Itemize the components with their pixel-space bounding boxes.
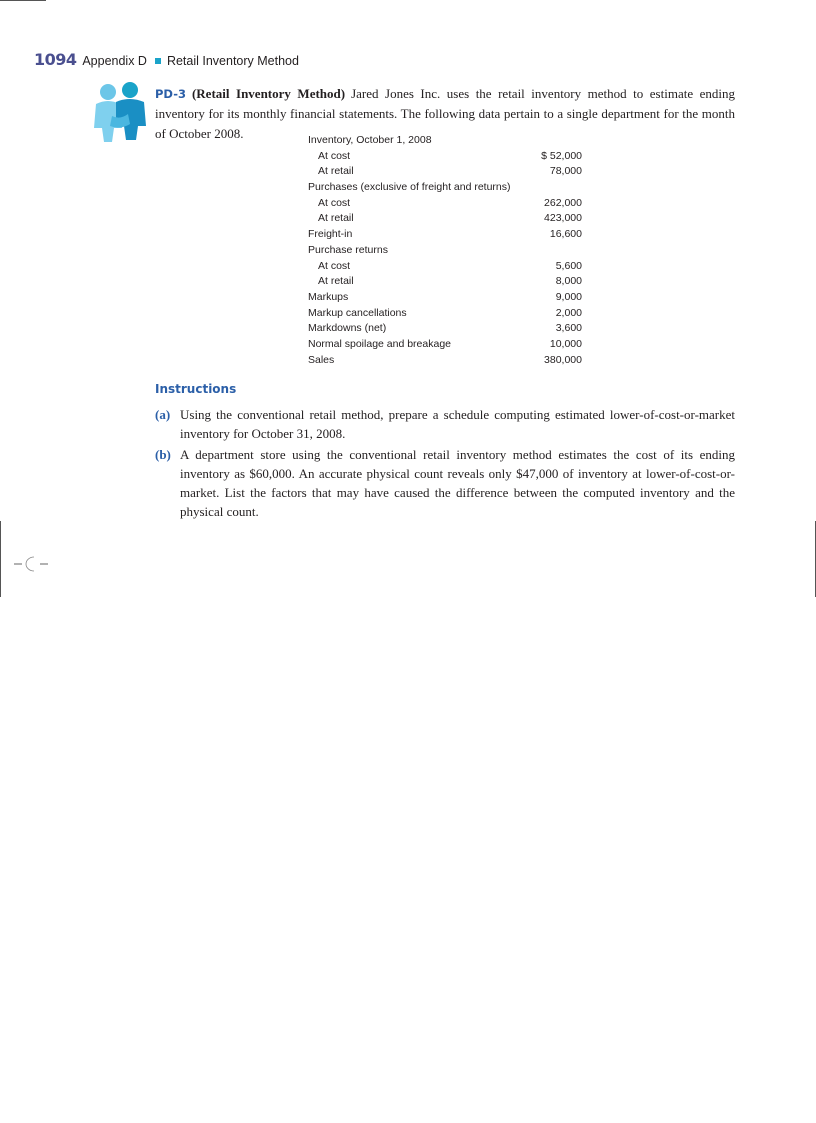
problem-text: Jared Jones Inc. uses the retail inventory method to estimate ending inventory for its monthly financial statements. The following data pertain to a single department for the month of October 2008. — [155, 86, 735, 141]
row-value: 2,000 — [555, 306, 582, 319]
crop-mark-top — [0, 0, 46, 1]
row-label: Purchases (exclusive of freight and returns) — [308, 181, 511, 194]
row-label: Purchase returns — [308, 243, 388, 256]
table-row — [308, 227, 582, 243]
row-value: 9,000 — [555, 290, 582, 303]
row-label: At cost — [318, 259, 351, 272]
table-row — [308, 337, 582, 353]
instructions-heading: Instructions — [155, 382, 237, 396]
table-row — [308, 259, 582, 275]
row-label: Markdowns (net) — [308, 322, 387, 335]
crop-mark-left — [0, 521, 1, 597]
table-row — [308, 196, 582, 212]
table-row — [308, 243, 582, 259]
data-table — [308, 133, 582, 368]
row-label: At retail — [318, 275, 354, 288]
row-label: Markups — [308, 290, 349, 303]
row-value: 380,000 — [544, 353, 582, 366]
row-value: 423,000 — [544, 212, 582, 225]
row-label: At cost — [318, 196, 351, 209]
row-label: At retail — [318, 165, 354, 178]
problem-id: PD-3 — [155, 87, 186, 101]
people-icon — [92, 80, 148, 146]
table-row — [308, 274, 582, 290]
row-value: $ 52,000 — [541, 149, 582, 162]
row-value: 8,000 — [555, 275, 582, 288]
table-row — [308, 353, 582, 369]
appendix-label: Appendix D — [82, 54, 147, 68]
row-value: 16,600 — [549, 228, 582, 241]
instruction-marker: (b) — [155, 447, 171, 462]
problem-title: (Retail Inventory Method) — [191, 86, 346, 101]
instruction-text: Using the conventional retail method, prepare a schedule computing estimated lower-of-cost-or-market inventory for October 31, 2008. — [180, 407, 735, 441]
square-bullet-icon — [155, 58, 161, 64]
table-row — [308, 164, 582, 180]
instruction-marker: (a) — [155, 407, 171, 422]
table-row — [308, 306, 582, 322]
row-label: Freight-in — [308, 228, 353, 241]
row-label: Sales — [308, 353, 335, 366]
row-value: 3,600 — [555, 322, 582, 335]
page-number: 1094 — [34, 50, 77, 69]
row-label: At cost — [318, 149, 351, 162]
table-row — [308, 133, 582, 149]
row-value: 10,000 — [549, 337, 582, 350]
row-value: 5,600 — [555, 259, 582, 272]
instruction-item — [155, 445, 735, 521]
row-label: Markup cancellations — [308, 306, 407, 319]
running-head — [34, 50, 299, 69]
chapter-title: Retail Inventory Method — [166, 54, 299, 68]
table-row — [308, 149, 582, 165]
row-label: Inventory, October 1, 2008 — [308, 134, 432, 146]
table-row — [308, 290, 582, 306]
row-value: 78,000 — [549, 165, 582, 178]
row-label: At retail — [318, 212, 354, 225]
table-row — [308, 180, 582, 196]
row-label: Normal spoilage and breakage — [308, 337, 452, 350]
table-row — [308, 321, 582, 337]
registration-mark-icon — [14, 552, 48, 576]
row-value: 262,000 — [544, 196, 582, 209]
table-row — [308, 211, 582, 227]
instruction-text: A department store using the conventional retail inventory method estimates the cost of its ending inventory as $60,000. An accurate physical count reveals only $47,000 of inventory at lower-of-cost-or-market. List the factors that may have caused the difference between the computed inventory and the physical count. — [180, 447, 735, 519]
instruction-item — [155, 405, 735, 443]
